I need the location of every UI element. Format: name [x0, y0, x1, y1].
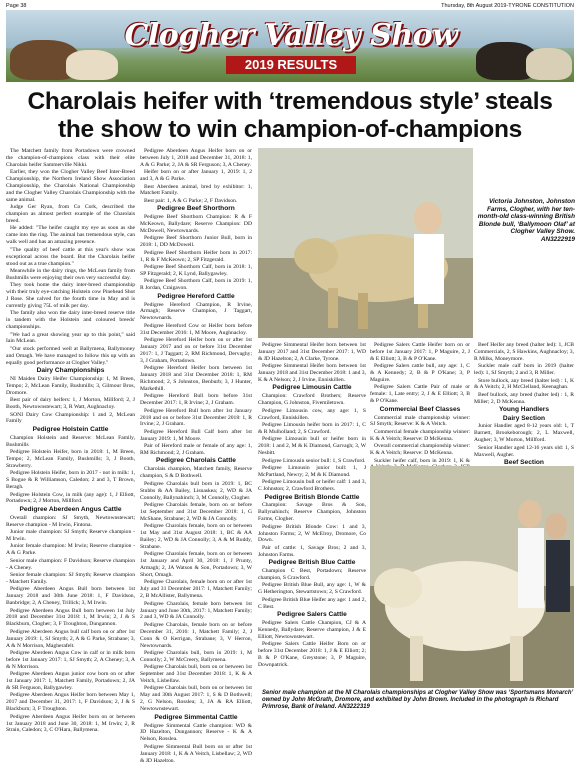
photo-charolais-champion: [370, 466, 574, 688]
result-paragraph: Pedigree Limousin junior bull: 1, J McPartland, Newry; 2, M & K Diamond.: [258, 464, 366, 478]
section-heading: Beef Section: [504, 459, 544, 466]
result-paragraph: Pedigree Simmental Heifer born between 1st January 2017 and 31st December 2017: 1, WD & JD Hazelton; 2, A Clarke, Tyrone.: [258, 342, 366, 362]
show-banner: [6, 10, 574, 82]
result-paragraph: Champion: Crawford Brothers; Reserve Champion, G Johnston, Fivemiletown.: [258, 393, 366, 407]
section-heading: Pedigree Hereford Cattle: [157, 292, 235, 300]
result-paragraph: Pedigree Simmental Bull born on or after 1st January 2018: 1, K & A Veitch, Lisbellaw; 2, WD & JD Hazelton.: [140, 743, 252, 764]
result-paragraph: They took home the dairy inter-breed championship with their truly eye-catching Holstein cow Pinehead Shot J Rose. She calved for the fourth time in May and is currently giving 75L of milk per day.: [6, 282, 135, 309]
result-paragraph: Pedigree Salers cattle bull, any age: 1, C & A Kennedy; 2, B & P O'Kane; 3, P Maguire.: [370, 363, 470, 384]
section-heading: Pedigree Limousin Cattle: [272, 384, 352, 392]
result-paragraph: Pedigree Aberdeen Angus Heifer born between May 1, 2017 and December 31, 2017: 1, F Davidson; 2, J & S Blackburn; 3, F Troughton.: [6, 692, 135, 713]
photo-illustration-2: [370, 466, 574, 688]
section-heading: Pedigree Holstein Cattle: [32, 425, 109, 433]
result-paragraph: Pedigree Charolais bull, born in 2019: 1, M Connolly; 2, W McCreery, Ballymena.: [140, 649, 252, 663]
section-heading: Pedigree Salers Cattle: [277, 611, 347, 619]
result-paragraph: Pedigree Hereford Cow or Heifer born before 31st December 2016: 1, M Moore, Aughnacloy.: [140, 322, 252, 336]
result-paragraph: Pedigree Simmental Heifer born between 1st January 2018 and 31st December 2018: 1 and 3, K & A Nelson; 2, J Irvine, Enniskillen.: [258, 363, 366, 384]
section-heading: Pedigree Simmental Cattle: [154, 713, 238, 721]
result-paragraph: Pedigree Salers Cattle Heifer born on or before 1st January 2017: 1, P Maguire, 2, J & E Elliott; 3, B & P O'Kane.: [370, 342, 470, 362]
result-paragraph: Pedigree Charolais bull, born on or between 1st September and 31st December 2018: 1, K & A Veitch, Lisbellaw.: [140, 664, 252, 685]
result-paragraph: Pedigree Aberdeen Angus Heifer born on or between 1st January 2018 and June 30, 2018: 1, M Irwin; 2, R Strain, Caledon; 3, C O'Hara, Ballymena.: [6, 713, 135, 734]
result-paragraph: The family also won the dairy inter-breed reserve title in tandem with the Holstein and coloured breeds' championships.: [6, 310, 135, 331]
result-paragraph: SONI Dairy Cow Championship: 1 and 2, McLean Family: [6, 411, 135, 425]
article-column-1: [6, 148, 135, 734]
result-paragraph: Pedigree Charolais female, born on or between 1st January and April 30, 2018: 1, J Prunty, Armagh; 2, JA Watson & Son, Portadown; 3, W Short, Omagh.: [140, 551, 252, 578]
result-paragraph: Pedigree British Blue Bull, any age: 1, W & G Hetherington, Stewartstown; 2, S Crawford.: [258, 582, 366, 596]
result-paragraph: Pedigree Simmental Cattle champion: WD & JD Hazelton, Dungannon; Reserve - K & A Nelson, Rosslea.: [140, 722, 252, 743]
section-heading: Pedigree Beef Shorthorn: [157, 205, 235, 213]
date-line: Thursday, 8th August 2019-TYRONE CONSTITUTION: [441, 3, 574, 9]
photo2-caption: Senior male champion at the NI Charolais championships at Clogher Valley Show was ‘Sportsmans Monarch’ owned by John McGrath, Dromore, and exhibited by John Brown. Included in the photograph is Richard Primrose, Bank of Ireland. AN3222319: [262, 690, 573, 711]
section-heading: Dairy Section: [502, 414, 546, 422]
result-paragraph: Pedigree Aberdeen Angus junior cow born on or after 1st January 2017: 1, Matchett Family, Portadown; 2, JA & SR Ferguson, Ballygawley.: [6, 671, 135, 691]
photo-british-blonde-bull: [258, 148, 473, 338]
result-paragraph: "We had a great showing year up to this point," said Iain McLean.: [6, 331, 135, 345]
result-paragraph: Pedigree Charolais, female born on or before December 31, 2016: 1, Matchett Family; 2, J Conn & O Kerrigan, Strabane; 3, V Herron, Newtownards.: [140, 621, 252, 649]
result-paragraph: Judge Ger Ryan, from Co Cork, described the champion as almost perfect example of the Charolais breed.: [6, 204, 135, 225]
result-paragraph: Commercial female championship winner: K & A Veitch; Reserve: D McKenna.: [370, 428, 470, 442]
result-paragraph: Beef Heifer any breed (halter led): 1, JCB Commercials, 2, S Hawkins, Aughnacloy; 3, R Milks, Moneymore.: [474, 342, 574, 362]
result-paragraph: Store bullock, any breed (halter led) : 1, K & A Veitch; 2, H McClelland, Keenaghan.: [474, 377, 574, 391]
result-paragraph: Suckler male calf born in 2019 (halter led): 1, SJ Smyth; 2 and 3, R Miller.: [474, 363, 574, 377]
result-paragraph: Pedigree Aberdeen Angus Bull born between 1st January 2018 and 30th June 2018: 1, F Davidson, Banbridge; 2, A Cheney, Trillick; 3, M Irwin.: [6, 586, 135, 607]
result-paragraph: Meanwhile in the dairy rings, the McLean family from Bushmills were enjoying their own very successful day.: [6, 267, 135, 281]
result-paragraph: Senior male champion: F Davidson; Reserve champion - A Cheney.: [6, 557, 135, 571]
result-paragraph: Pedigree British Blue Heifer any age: 1 and 2, C Best.: [258, 596, 366, 610]
result-paragraph: Overall champion: SJ Smyth, Newtownstewart; Reserve champion - M Irwin, Fintona.: [6, 514, 135, 528]
result-paragraph: Pedigree Hereford Heifer born between 1st January 2018 and 31st December 2018: 1, RM Richmond; 2, S Johnston, Benburb; 3, J Hunter, Markethill.: [140, 365, 252, 392]
result-paragraph: Pedigree Charolais, female born on or after 1st July and 31 December 2017: 1, Matchett Family; 2, B McAllister, Ballymena.: [140, 579, 252, 600]
result-paragraph: Heifer born on or after January 1, 2019: 1, 2 and 3, A & G Parke.: [140, 169, 252, 183]
result-paragraph: Pedigree Limousin senior bull: 1, S Crawford.: [262, 457, 366, 464]
banner-title: Clogher Valley Show: [124, 18, 458, 53]
banner-subtitle: 2019 RESULTS: [226, 56, 356, 74]
result-paragraph: Pair of Hereford male or female of any age: 1, RM Richmond; 2, J Graham.: [140, 443, 252, 457]
section-heading: Young Handlers: [498, 406, 550, 414]
result-paragraph: Senior female champion: SJ Smyth; Reserve champion - Matchett Family.: [6, 571, 135, 585]
result-paragraph: Junior male champion: SJ Smyth; Reserve champion - M Irwin.: [6, 529, 135, 542]
result-paragraph: Pedigree Hereford Bull born before 31st December 2017: 1, R Irvine; 2, J Graham.: [140, 393, 252, 407]
result-paragraph: Pedigree Hereford Heifer born on or after 1st January 2017 and on or before 31st December 2017: 1, J Taggart; 2, RM Richmond, Dervaghy; 3, J Graham, Portadown.: [140, 337, 252, 364]
main-headline: Charolais heifer with ‘tremendous style’ steals the show to win champion-of-champions: [27, 88, 553, 143]
result-paragraph: Best Aberdeen animal, bred by exhibitor: 1, Matchett Family.: [140, 183, 252, 197]
result-paragraph: Junior Handler aged 8-12 years old: 1, T Barnett, Brookeborough; 2, L Maxwell, Augher; 3, W Morton, Millford.: [474, 423, 574, 444]
page-header: [6, 2, 574, 10]
section-heading: Pedigree Aberdeen Angus Cattle: [19, 505, 122, 513]
result-paragraph: Pedigree Holstein Heifer, born in 2017 - not in milk: 1, S Bogue & R Williamson, Caledon; 2 and 3, T Brown, Beragh.: [6, 470, 135, 491]
section-heading: Pedigree British Blue Cattle: [268, 559, 356, 567]
banner-cow-right-2: [526, 48, 572, 80]
result-paragraph: Pedigree Charolais, female born between 1st January and June 30th, 2017: 1, Matchett Family; 2 and 3, WD & JA Connolly.: [140, 600, 252, 621]
result-paragraph: "The quality of beef cattle at this year's show was exceptional across the board. But the Charolais heifer stood out as a true champion.": [6, 246, 135, 267]
result-paragraph: Pedigree Limousin bull or heifer born in 2018: 1 and 2, M & K Diamond, Garvagh; 3, W Nesbitt.: [258, 436, 366, 457]
result-paragraph: Pedigree Holstein Cow, in milk (any age): 1, J Elliott, Portadown; 2, J Morton, Millford.: [6, 491, 135, 505]
result-paragraph: Pedigree Holstein Heifer, born in 2018: 1, M Breen, Tempo; 2, McLean Family, Bushmills; 3, J Booth, Strawberry.: [6, 449, 135, 469]
result-paragraph: Pedigree Salers Cattle Pair of male or female: 1, Late entry; 2, J & E Elliott; 3, B & P O'Kane.: [370, 384, 470, 405]
section-heading: Pedigree British Blonde Cattle: [264, 493, 360, 501]
result-paragraph: Beef bullock, any breed (halter led) : 1, R Miller; 2, D McKenna.: [474, 391, 574, 405]
result-paragraph: Pedigree Aberdeen Angus Heifer born on or between July 1, 2018 and December 31, 2018: 1, A & G Parke; 2, JA & SR Ferguson; 3, A Cheney.: [140, 148, 252, 168]
result-paragraph: Junior female champion: M Irwin; Reserve champion - A & G Parke.: [6, 543, 135, 557]
result-paragraph: Pedigree British Blonde Cow: 1 and 3, Johnston Farms; 2, W McElroy, Dromore, Co Down.: [258, 523, 366, 544]
photo1-caption: Victoria Johnston, Johnston Farms, Clogher, with her ten-month-old class-winning British Blonde bull, ‘Ballymoon Olaf’ at Clogher Valley Show. AN3222919: [477, 198, 575, 243]
section-heading: Pedigree Charolais Cattle: [156, 457, 236, 465]
result-paragraph: Pedigree Limousin heifer born in 2017: 1, C & R Mulholland; 2, S Crawford.: [258, 421, 366, 435]
result-paragraph: The Matchett family from Portadown were crowned the champion-of-champions class with their elite Charolais heifer Sammerville Nikki.: [6, 148, 135, 168]
page-number: Page 38: [6, 3, 27, 9]
result-paragraph: Pedigree Hereford Bull Calf born after 1st January 2019: 1, M Moore.: [140, 428, 252, 442]
result-paragraph: Champion Holstein and Reserve: McLean Family, Bushmills: [6, 434, 135, 448]
result-paragraph: Pedigree Beef Shorthorn Junior Bull, born in 2018: 1, DD McDowell.: [140, 235, 252, 249]
result-paragraph: Suckler heifer calf, born in 2019: 1, K &: [374, 457, 470, 464]
result-paragraph: "Our stock performed well at Ballymena, Ballymoney and Omagh. We have managed to follow this up with an equally good performance at Clogher Valley.": [6, 345, 135, 366]
section-heading: Dairy Championships: [36, 367, 105, 375]
result-paragraph: Best pair: 1, A & G Parke; 2, F Davidson.: [144, 197, 238, 204]
section-heading: Commercial Beef Classes: [379, 405, 461, 413]
result-paragraph: Pedigree Aberdeen Angus Cow in calf or in milk born before 1st January 2017: 1, SJ Smyth; 2, A Cheney; 3, A & N Morrison.: [6, 649, 135, 670]
result-paragraph: Pedigree Charolais bull born in 2019: 1, BC Stubbs & AA Bailey, Lisnaskea; 2, WD & JA Connolly, Ballynahinch; 3, M Connolly, Clogher.: [140, 480, 252, 501]
result-paragraph: Charolais champion, Matchett family, Reserve champion, S & D Bothwell.: [140, 466, 252, 480]
result-paragraph: Pedigree Salers Cattle Heifer Born on or before 31st December 2018: 1, J & E Elliott; 2; B & P O'Kane, Greystone; 3, P Maguire, Downpatrick.: [258, 641, 366, 668]
result-paragraph: Pedigree Charolais female, born on or between 1st May and 31st August 2018: 1, BC & AA Bailey; 2, WD & JA Connolly; 3, A & M Ruddy, Strabane.: [140, 523, 252, 550]
result-paragraph: Pair of cattle: 1, Savage Bros; 2 and 3, Johnston Farms.: [258, 544, 366, 558]
result-paragraph: Pedigree Hereford Champion, R Irvine, Armagh; Reserve Champion, J Taggart, Newtownards.: [140, 301, 252, 322]
result-paragraph: Earlier, they won the Clogher Valley Beef Inter-Breed Championship, the Northern Ireland Show Association Championship, the Charolais National Championship and the Clogher Valley Charolais Championship with the same animal.: [6, 169, 135, 203]
result-paragraph: Pedigree Beef Shorthorn Calf, born in 2019: 1, R Jordan, Craigavon.: [140, 278, 252, 292]
result-paragraph: He added: "The heifer caught my eye as soon as she came into the ring. The animal has tremendous style, can walk well and has an amazing presence.: [6, 225, 135, 246]
result-paragraph: Pedigree Limousin bull or heifer calf: 1 and 3, C Johnston; 2, Crawford Brothers.: [258, 479, 366, 493]
article-column-3: [258, 342, 366, 682]
result-paragraph: NI Maiden Dairy Heifer Championship: 1, M Breen, Tempo; 2, McLean Family, Bushmills; 3, Gilmour Bros, Dromore.: [6, 376, 135, 396]
photo-illustration-1: [258, 148, 473, 338]
result-paragraph: Overall commercial championship winner: K & A Veitch; Reserve: D McKenna.: [370, 443, 470, 457]
result-paragraph: Pedigree Aberdeen Angus Bull born between 1st July 2018 and December 31st 2018: 1, M Irwin; 2, J & S Blackburn, Clogher; 3, F Troughton, Dungannon.: [6, 607, 135, 628]
result-paragraph: Pedigree Beef Shorthorn Calf, born in 2018: 1, SP Fitzgerald; 2, K Lynd, Ballygawley.: [140, 264, 252, 277]
result-paragraph: Pedigree Beef Shorthorn Heifer born in 2017: 1, R & F McKeown; 2, SP Fitzgerald.: [140, 249, 252, 263]
result-paragraph: Senior Handler aged 12-16 years old: 1, S Maxwell, Augher.: [474, 444, 574, 458]
result-paragraph: Pedigree Charolais female, born on or before 1st September and 31st December 2018: 1, G McShane, Strabane; 2, WD & JA Connolly.: [140, 501, 252, 522]
result-paragraph: Pedigree Limousin cow, any age: 1, S Crawford, Enniskillen.: [258, 407, 366, 421]
result-paragraph: Pedigree Beef Shorthorn Champion: R & F McKeown, Ballydare; Reserve Champion: DD McDowell, Newtownards.: [140, 214, 252, 234]
result-paragraph: Pedigree Hereford Bull born after 1st January 2018 and on or before 31st December 2018: 1, R Irvine; 2, J Graham.: [140, 407, 252, 428]
banner-cow-left-2: [66, 50, 118, 80]
result-paragraph: Commercial male championship winner: SJ Smyth; Reserve: K & A Veitch.: [370, 414, 470, 428]
result-paragraph: Champion C Best, Portadown; Reserve champion, S Crawford.: [258, 568, 366, 581]
result-paragraph: Pedigree Salers Cattle Champion, CJ & A Kennedy, Ballydare; Reserve champion, J & E Elliott, Newtownstewart.: [258, 619, 366, 640]
result-paragraph: Pedigree Charolais bull, born on or between 1st May and 30th August 2017: 1, S & D Bothwell; 2, G Nelson, Rosslea; 3, JA & RA Elliott, Newtownstewart.: [140, 685, 252, 713]
result-paragraph: Best pair of dairy heifers: 1, J Morton, Millford; 2, J Booth, Newtownstewart; 3, R Watt, Aughnacloy.: [6, 397, 135, 411]
article-column-2: [140, 148, 252, 764]
result-paragraph: Pedigree Aberdeen Angus bull calf born on or after 1st January 2019: 1, SJ Smyth; 2, A & G Parke, Strabane; 3, A & N Morrison, Magherafelt.: [6, 628, 135, 649]
result-paragraph: Champion: Savage Bros & Son, Ballynahinch; Reserve Champion, Johnston Farms, Clogher.: [258, 502, 366, 523]
